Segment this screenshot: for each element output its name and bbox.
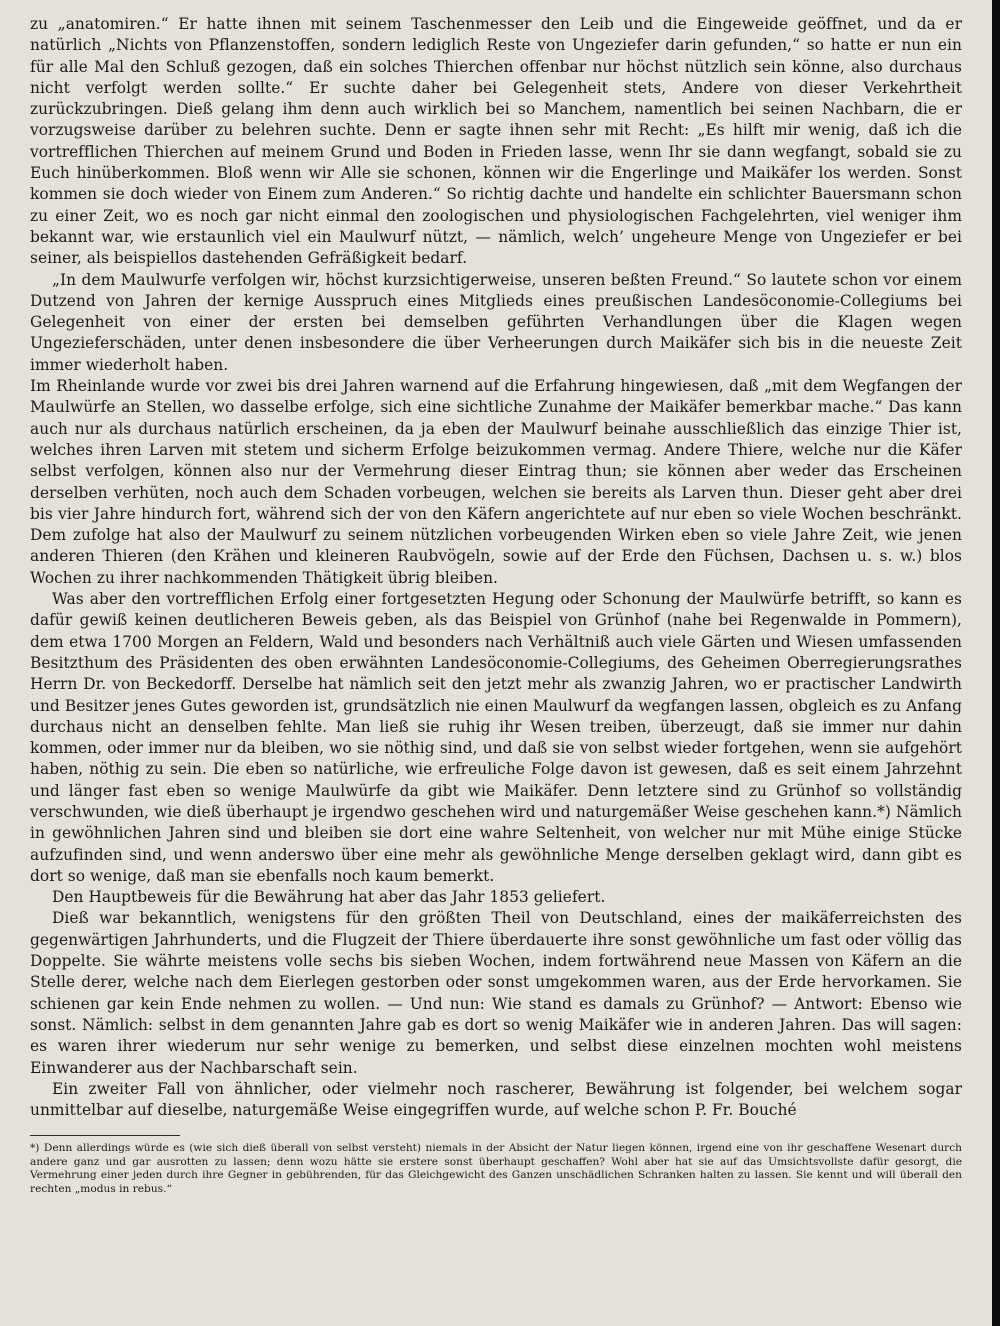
paragraph-continuation: zu „anatomiren.“ Er hatte ihnen mit seinem Taschenmesser den Leib und die Eingeweide geöffnet, und da er natürlich „Nichts von Pflanzenstoffen, sondern lediglich Reste von Ungeziefer darin gefunden,“ so hatte er nun ein für alle Mal den Schluß gezogen, daß ein solches Thierchen offenbar nur höchst nützlich sein könne, also durchaus nicht verfolgt werden sollte.“ Er suchte daher bei Gelegenheit stets, Andere von dieser Verkehrtheit zurückzubringen. Dieß gelang ihm denn auch wirklich bei so Manchem, namentlich bei seinen Nachbarn, die er vorzugsweise darüber zu belehren suchte. Denn er sagte ihnen sehr mit Recht: „Es hilft mir wenig, daß ich die vortrefflichen Thierchen auf meinem Grund und Boden in Frieden lasse, wenn Ihr sie dann wegfangt, sobald sie zu Euch hinüberkommen. Bloß wenn wir Alle sie schonen, können wir die Engerlinge und Maikäfer los werden. Sonst kommen sie doch wieder von Einem zum Anderen.“ So richtig dachte und handelte ein schlichter Bauersmann schon zu einer Zeit, wo es noch gar nicht einmal den zoologischen und physiologischen Fachgelehrten, viel weniger ihm bekannt war, wie erstaunlich viel ein Maulwurf nützt, — nämlich, welch’ ungeheure Menge von Ungeziefer er bei seiner, als beispiellos dastehenden Gefräßigkeit bedarf. bbox=[30, 15, 962, 268]
paragraph-quote-maulwurf: „In dem Maulwurfe verfolgen wir, höchst kurzsichtigerweise, unseren beßten Freund.“ So lautete schon vor einem Dutzend von Jahren der kernige Ausspruch eines Mitglieds eines preußischen Landesöconomie-Collegiums bei Gelegenheit von einer der ersten bei demselben geführten Verhandlungen über die Klagen wegen Ungezieferschäden, unter denen insbesondere die über Verheerungen durch Maikäfer sich bis in die neueste Zeit immer wiederholt haben. bbox=[30, 270, 962, 374]
paragraph-rheinlande: Im Rheinlande wurde vor zwei bis drei Jahren warnend auf die Erfahrung hingewiesen, daß „mit dem Wegfangen der Maulwürfe an Stellen, wo dasselbe erfolge, sich eine sichtliche Zunahme der Maikäfer bemerkbar mache.“ Das kann auch nur als durchaus natürlich erscheinen, da ja eben der Maulwurf beinahe ausschließlich das einzige Thier ist, welches ihren Larven mit stetem und sicherm Erfolge beizukommen vermag. Andere Thiere, welche nur die Käfer selbst verfolgen, können also nur der Vermehrung dieser Eintrag thun; sie können aber weder das Erscheinen derselben verhüten, noch auch dem Schaden vorbeugen, welchen sie bereits als Larven thun. Dieser geht aber drei bis vier Jahre hindurch fort, während sich der von den Käfern angerichtete auf nur eben so viele Wochen beschränkt. Dem zufolge hat also der Maulwurf zu seinem nützlichen vorbeugenden Wirken eben so viele Jahre Zeit, wie jenen anderen Thieren (den Krähen und kleineren Raubvögeln, sowie auf der Erde den Füchsen, Dachsen u. s. w.) blos Wochen zu ihrer nachkommenden Thätigkeit übrig bleiben. bbox=[30, 377, 962, 587]
footnote: *) Denn allerdings würde es (wie sich dieß überall von selbst versteht) niemals in der Absicht der Natur liegen können, irgend eine von ihr geschaffene Wesenart durch andere ganz und gar ausrotten zu lassen; denn wozu hätte sie erstere sonst überhaupt geschaffen? Wohl aber hat sie auf das Umsichtsvollste dafür gesorgt, die Vermehrung einer jeden durch ihre Gegner in gebührenden, für das Gleichgewicht des Ganzen unschädlichen Schranken halten zu lassen. Sie kennt und will überall den rechten „modus in rebus.“ bbox=[30, 1142, 962, 1195]
body-text bbox=[30, 14, 962, 1121]
paragraph-gruenhof: Was aber den vortrefflichen Erfolg einer fortgesetzten Hegung oder Schonung der Maulwürfe betrifft, so kann es dafür gewiß keinen deutlicheren Beweis geben, als das Beispiel von Grünhof (nahe bei Regenwalde in Pommern), dem etwa 1700 Morgen an Feldern, Wald und besonders nach Verhältniß auch viele Gärten und Wiesen umfassenden Besitzthum des Präsidenten des oben erwähnten Landesöconomie-Collegiums, des Geheimen Oberregierungsrathes Herrn Dr. von Beckedorff. Derselbe hat nämlich seit den jetzt mehr als zwanzig Jahren, wo er practischer Landwirth und Besitzer jenes Gutes geworden ist, grundsätzlich nie einen Maulwurf da wegfangen lassen, obgleich es zu Anfang durchaus nicht an denselben fehlte. Man ließ sie ruhig ihr Wesen treiben, überzeugt, daß sie immer nur dahin kommen, oder immer nur da bleiben, wo sie nöthig sind, und daß sie von selbst wieder fortgehen, wenn sie aufgehört haben, nöthig zu sein. Die eben so natürliche, wie erfreuliche Folge davon ist gewesen, daß es seit einem Jahrzehnt und länger fast eben so wenige Maulwürfe da gibt wie Maikäfer. Denn letztere sind zu Grünhof so vollständig verschwunden, wie dieß überhaupt je irgendwo geschehen wird und naturgemäßer Weise geschehen kann.*) Nämlich in gewöhnlichen Jahren sind und bleiben sie dort eine wahre Seltenheit, von welcher nur mit Mühe einige Stücke aufzufinden sind, und wenn anderswo über eine mehr als gewöhnliche Menge derselben geklagt wird, dann gibt es dort so wenige, daß man sie ebenfalls noch kaum bemerkt. bbox=[30, 590, 962, 885]
scan-edge bbox=[992, 0, 1000, 1326]
paragraph-1853: Dieß war bekanntlich, wenigstens für den größten Theil von Deutschland, eines der maikäferreichsten des gegenwärtigen Jahrhunderts, und die Flugzeit der Thiere überdauerte ihre sonst gewöhnliche um fast oder völlig das Doppelte. Sie währte meistens volle sechs bis sieben Wochen, indem fortwährend neue Massen von Käfern an die Stelle derer, welche nach dem Eierlegen gestorben oder sonst umgekommen waren, aus der Erde hervorkamen. Sie schienen gar kein Ende nehmen zu wollen. — Und nun: Wie stand es damals zu Grünhof? — Antwort: Ebenso wie sonst. Nämlich: selbst in dem genannten Jahre gab es dort so wenig Maikäfer wie in anderen Jahren. Das will sagen: es waren ihrer wiederum nur sehr wenige zu bemerken, und selbst diese einzelnen mochten wohl meistens Einwanderer aus der Nachbarschaft sein. bbox=[30, 909, 962, 1077]
paragraph-zweiter-fall: Ein zweiter Fall von ähnlicher, oder vielmehr noch rascherer, Bewährung ist folgender, bei welchem sogar unmittelbar auf dieselbe, naturgemäße Weise eingegriffen wurde, auf welche schon P. Fr. Bouché bbox=[30, 1079, 962, 1120]
paragraph-hauptbeweis: Den Hauptbeweis für die Bewährung hat aber das Jahr 1853 geliefert. bbox=[52, 888, 606, 907]
footnote-divider bbox=[30, 1135, 180, 1136]
